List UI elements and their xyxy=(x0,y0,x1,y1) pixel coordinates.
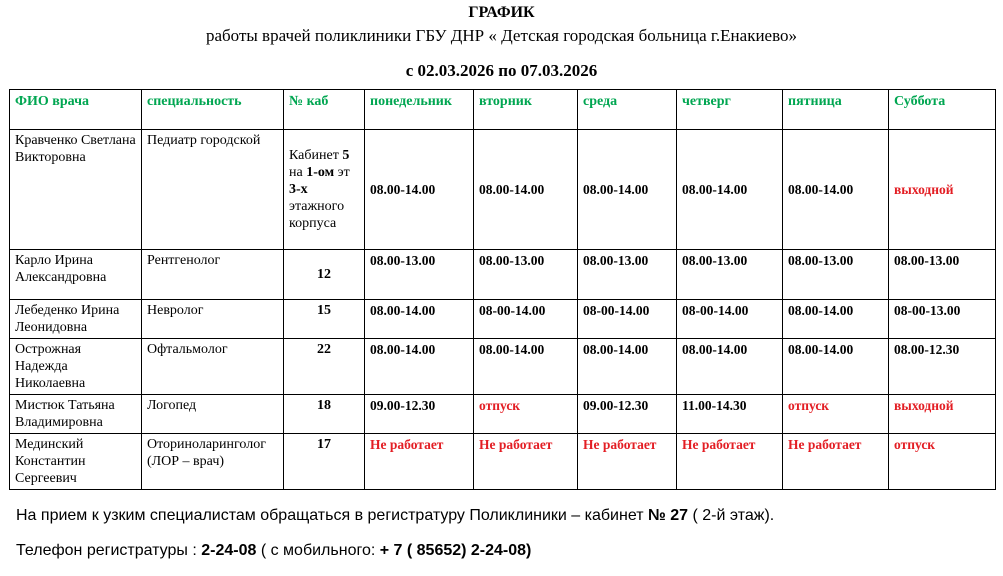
doctor-room xyxy=(284,130,365,250)
table-row xyxy=(10,339,996,395)
doctor-name: Карло Ирина Александровна xyxy=(10,250,142,300)
schedule-monday: 08.00-14.00 xyxy=(365,300,474,339)
schedule-thursday: 08.00-14.00 xyxy=(677,339,783,395)
schedule-tuesday: 08.00-14.00 xyxy=(474,130,578,250)
schedule-thursday: 08.00-14.00 xyxy=(677,130,783,250)
table-row xyxy=(10,130,996,250)
table-row xyxy=(10,395,996,434)
doctor-room: 12 xyxy=(284,250,365,300)
schedule-tuesday: отпуск xyxy=(474,395,578,434)
doctor-room: 17 xyxy=(284,434,365,490)
schedule-friday: 08.00-14.00 xyxy=(783,300,889,339)
col-header-saturday: Суббота xyxy=(889,90,996,130)
schedule-friday: отпуск xyxy=(783,395,889,434)
schedule-saturday: отпуск xyxy=(889,434,996,490)
room-text: Кабинет xyxy=(289,148,343,163)
schedule-tuesday: 08.00-14.00 xyxy=(474,339,578,395)
schedule-saturday: выходной xyxy=(889,130,996,250)
col-header-monday: понедельник xyxy=(365,90,474,130)
table-row xyxy=(10,250,996,300)
doctor-room: 18 xyxy=(284,395,365,434)
schedule-friday: Не работает xyxy=(783,434,889,490)
mobile-phone: + 7 ( 85652) 2-24-08) xyxy=(379,542,532,559)
room-text: эт xyxy=(334,165,350,180)
doctor-specialty: Рентгенолог xyxy=(142,250,284,300)
schedule-monday: 08.00-14.00 xyxy=(365,339,474,395)
phone-mid: ( с мобильного: xyxy=(256,542,380,559)
schedule-saturday: выходной xyxy=(889,395,996,434)
schedule-friday: 08.00-14.00 xyxy=(783,339,889,395)
col-header-specialty: специальность xyxy=(142,90,284,130)
doctor-room: 15 xyxy=(284,300,365,339)
registry-note-text: На прием к узким специалистам обращаться в регистратуру Поликлиники – кабинет xyxy=(16,507,648,524)
doctor-name: Мединский Константин Сергеевич xyxy=(10,434,142,490)
col-header-friday: пятница xyxy=(783,90,889,130)
col-header-thursday: четверг xyxy=(677,90,783,130)
schedule-thursday: 08-00-14.00 xyxy=(677,300,783,339)
schedule-table xyxy=(9,89,996,490)
doctor-room: 22 xyxy=(284,339,365,395)
schedule-monday: 08.00-13.00 xyxy=(365,250,474,300)
doctor-name: Острожная Надежда Николаевна xyxy=(10,339,142,395)
table-row xyxy=(10,300,996,339)
table-row xyxy=(10,434,996,490)
room-floor: 1-ом xyxy=(306,165,335,180)
table-header-row xyxy=(10,90,996,130)
schedule-thursday: Не работает xyxy=(677,434,783,490)
schedule-monday: 08.00-14.00 xyxy=(365,130,474,250)
doctor-name: Лебеденко Ирина Леонидовна xyxy=(10,300,142,339)
room-building: 3-х xyxy=(289,182,308,197)
page-subtitle: работы врачей поликлиники ГБУ ДНР « Детская городская больница г.Енакиево» xyxy=(205,26,798,45)
col-header-room: № каб xyxy=(284,90,365,130)
schedule-friday: 08.00-13.00 xyxy=(783,250,889,300)
schedule-wednesday: 08-00-14.00 xyxy=(578,300,677,339)
schedule-friday: 08.00-14.00 xyxy=(783,130,889,250)
schedule-wednesday: Не работает xyxy=(578,434,677,490)
registry-room: № 27 xyxy=(647,507,689,524)
schedule-wednesday: 08.00-14.00 xyxy=(578,130,677,250)
room-number: 5 xyxy=(342,148,350,163)
schedule-saturday: 08.00-12.30 xyxy=(889,339,996,395)
phone-label: Телефон регистратуры : xyxy=(16,542,202,559)
doctor-specialty: Педиатр городской xyxy=(142,130,284,250)
registry-note-end: ( 2-й этаж). xyxy=(688,507,775,524)
doctor-specialty: Офтальмолог xyxy=(142,339,284,395)
col-header-name: ФИО врача xyxy=(10,90,142,130)
phone-note xyxy=(16,540,531,562)
doctor-specialty: Оториноларинголог (ЛОР – врач) xyxy=(142,434,284,490)
schedule-monday: 09.00-12.30 xyxy=(365,395,474,434)
schedule-thursday: 11.00-14.30 xyxy=(677,395,783,434)
room-text: на xyxy=(289,165,307,180)
doctor-specialty: Логопед xyxy=(142,395,284,434)
schedule-saturday: 08-00-13.00 xyxy=(889,300,996,339)
doctor-specialty: Невролог xyxy=(142,300,284,339)
registry-note xyxy=(16,505,774,527)
schedule-monday: Не работает xyxy=(365,434,474,490)
col-header-wednesday: среда xyxy=(578,90,677,130)
schedule-saturday: 08.00-13.00 xyxy=(889,250,996,300)
schedule-tuesday: Не работает xyxy=(474,434,578,490)
schedule-wednesday: 08.00-13.00 xyxy=(578,250,677,300)
page-title: ГРАФИК xyxy=(468,4,535,21)
schedule-thursday: 08.00-13.00 xyxy=(677,250,783,300)
doctor-name: Мистюк Татьяна Владимировна xyxy=(10,395,142,434)
schedule-tuesday: 08-00-14.00 xyxy=(474,300,578,339)
schedule-wednesday: 09.00-12.30 xyxy=(578,395,677,434)
doctor-name: Кравченко Светлана Викторовна xyxy=(10,130,142,250)
schedule-tuesday: 08.00-13.00 xyxy=(474,250,578,300)
schedule-period: с 02.03.2026 по 07.03.2026 xyxy=(405,61,598,80)
phone-number: 2-24-08 xyxy=(201,542,257,559)
room-text: этажного корпуса xyxy=(289,199,345,231)
col-header-tuesday: вторник xyxy=(474,90,578,130)
schedule-wednesday: 08.00-14.00 xyxy=(578,339,677,395)
